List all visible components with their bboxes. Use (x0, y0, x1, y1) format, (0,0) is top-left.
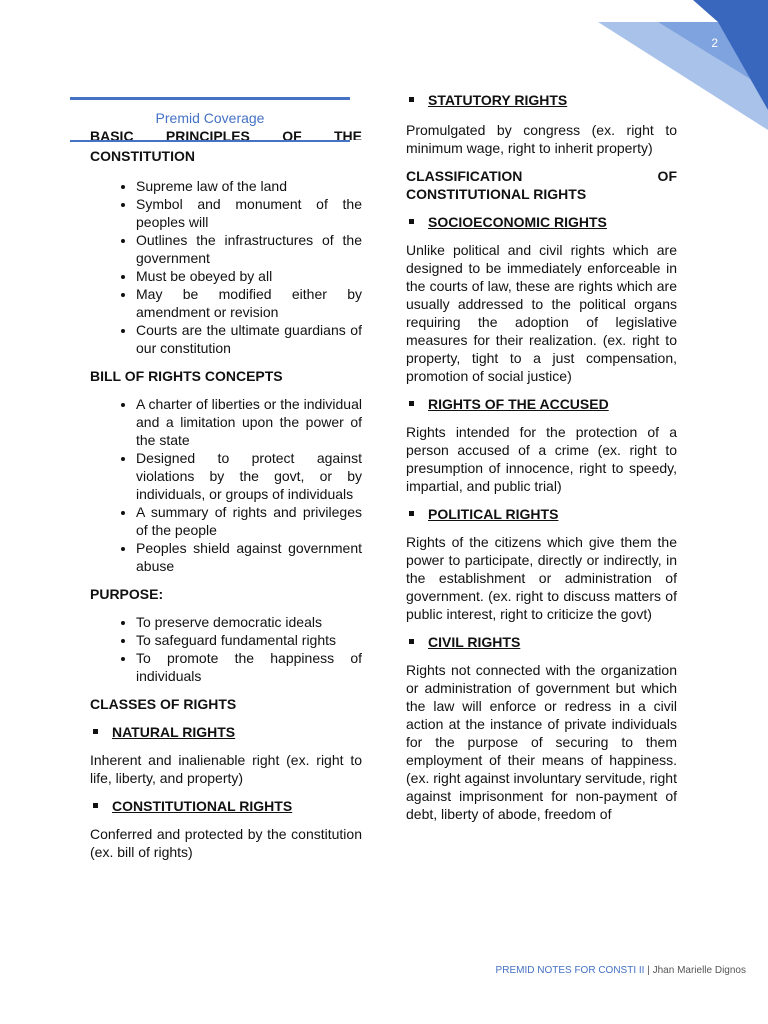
right-column (406, 91, 677, 823)
classification-heading-line2: CONSTITUTIONAL RIGHTS (406, 186, 587, 202)
list-item: • Supreme law of the land (136, 177, 362, 195)
list-item: • A summary of rights and privileges of the people (136, 503, 362, 539)
civil-rights-text: Rights not connected with the organization or administration of government but which the law will enforce or redress in a civil action at the instance of private individuals for the purpose of securing to them employment of their means of happiness. (ex. right against involuntary servitude, right against imprisonment for non-payment of debt, liberty of abode, freedom of (406, 662, 677, 822)
footer-brand: PREMID NOTES FOR CONSTI II (495, 965, 645, 976)
classification-heading-line1: CLASSIFICATION OF (406, 168, 677, 184)
list-item: • A charter of liberties or the individual and a limitation upon the power of the state (136, 395, 362, 449)
list-item: • Symbol and monument of the peoples will (136, 195, 362, 231)
natural-rights-text: Inherent and inalienable right (ex. right to life, liberty, and property) (90, 752, 362, 786)
header-rule-bottom (70, 140, 350, 142)
rights-of-accused-text: Rights intended for the protection of a person accused of a crime (ex. right to presumption of innocence, right to speedy, impartial, and public trial) (406, 424, 677, 494)
basic-principles-heading: CONSTITUTION (90, 148, 195, 164)
page-footer (496, 965, 746, 976)
list-item: • To safeguard fundamental rights (136, 631, 362, 649)
civil-rights-heading: CIVIL RIGHTS (406, 633, 677, 651)
bill-of-rights-list (90, 395, 362, 575)
list-item: • Courts are the ultimate guardians of our constitution (136, 321, 362, 357)
classes-of-rights-heading: CLASSES OF RIGHTS (90, 696, 237, 712)
page-number: 2 (711, 36, 718, 50)
political-rights-text: Rights of the citizens which give them the power to participate, directly or indirectly, in the establishment or administration of government. (ex. right to discuss matters of public interest, right to criticize the govt) (406, 534, 677, 622)
constitutional-rights-text: Conferred and protected by the constitution (ex. bill of rights) (90, 826, 362, 860)
basic-principles-list (90, 177, 362, 357)
list-item: • To preserve democratic ideals (136, 613, 362, 631)
statutory-rights-heading: STATUTORY RIGHTS (406, 91, 677, 109)
natural-rights-heading: NATURAL RIGHTS (90, 723, 362, 741)
constitutional-rights-heading: CONSTITUTIONAL RIGHTS (90, 797, 362, 815)
left-column (90, 147, 362, 861)
list-item: • Peoples shield against government abuse (136, 539, 362, 575)
footer-author: Jhan Marielle Dignos (652, 965, 746, 976)
header-rule-top (70, 97, 350, 100)
list-item: • Designed to protect against violations by the govt, or by individuals, or groups of individuals (136, 449, 362, 503)
list-item: • Must be obeyed by all (136, 267, 362, 285)
list-item: • May be modified either by amendment or revision (136, 285, 362, 321)
bill-of-rights-heading: BILL OF RIGHTS CONCEPTS (90, 368, 283, 384)
socioeconomic-rights-heading: SOCIOECONOMIC RIGHTS (406, 213, 677, 231)
basic-principles-heading-line1: BASIC PRINCIPLES OF THE (90, 131, 362, 140)
purpose-list (90, 613, 362, 685)
rights-of-accused-heading: RIGHTS OF THE ACCUSED (406, 395, 677, 413)
statutory-rights-text: Promulgated by congress (ex. right to minimum wage, right to inherit property) (406, 122, 677, 156)
list-item: • To promote the happiness of individuals (136, 649, 362, 685)
socioeconomic-rights-text: Unlike political and civil rights which are designed to be immediately enforceable in the courts of law, these are rights which are usually addressed to the political organs requiring the adoption of legislative measures for their realization. (ex. right to property, tight to a just compensation, promotion of social justice) (406, 242, 677, 384)
header-title: Premid Coverage (155, 110, 265, 126)
footer-separator: | (644, 965, 653, 976)
purpose-heading: PURPOSE: (90, 586, 164, 602)
list-item: • Outlines the infrastructures of the government (136, 231, 362, 267)
political-rights-heading: POLITICAL RIGHTS (406, 505, 677, 523)
